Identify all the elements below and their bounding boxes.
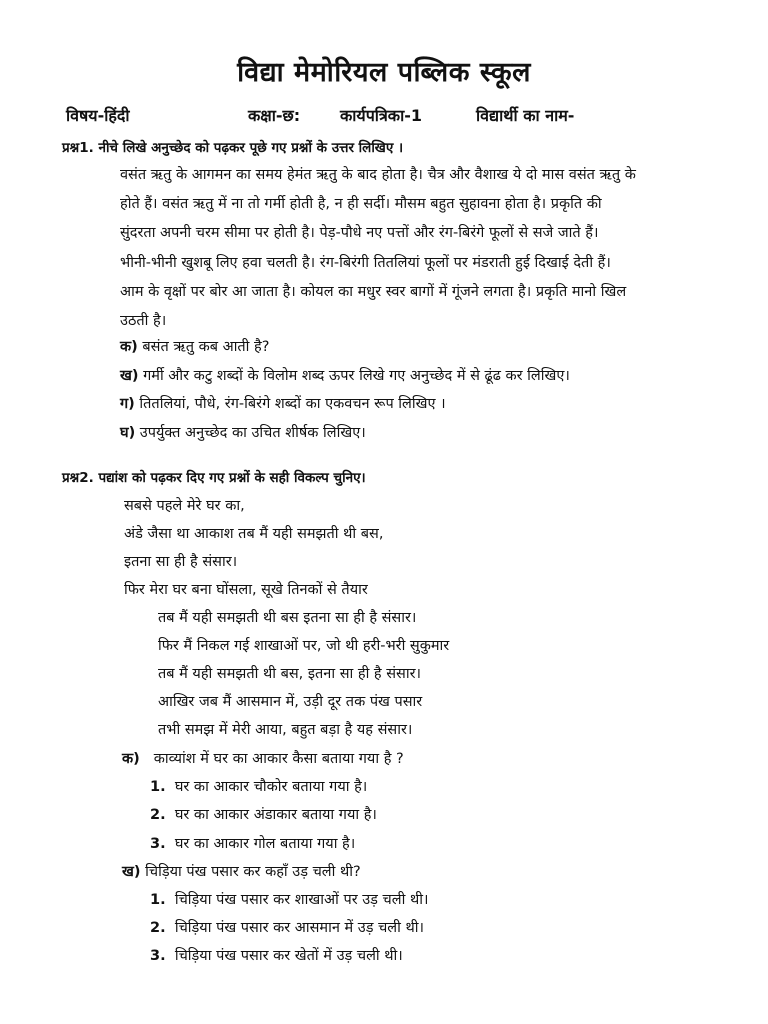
subject-label: विषय-हिंदी	[66, 106, 130, 125]
option-text: घर का आकार चौकोर बताया गया है।	[174, 779, 368, 795]
poem-line: इतना सा ही है संसार।	[124, 554, 238, 570]
q1-question-d	[120, 422, 366, 442]
class-label: कक्षा-छ:	[248, 106, 301, 125]
question-text: काव्यांश में घर का आकार कैसा बताया गया है ?	[153, 751, 404, 767]
option-text: चिड़िया पंख पसार कर शाखाओं पर उड़ चली थी।	[174, 892, 429, 908]
option-number: 3.	[150, 836, 166, 852]
q1-heading: प्रश्न1. नीचे लिखे अनुच्छेद को पढ़कर पूछे गए प्रश्नों के उत्तर लिखिए ।	[62, 140, 404, 156]
q2-b-option-3[interactable]	[150, 945, 403, 965]
poem-line: तब मैं यही समझती थी बस इतना सा ही है संसार।	[158, 610, 417, 626]
q1-question-b	[120, 365, 570, 385]
poem-line: फिर मेरा घर बना घोंसला, सूखे तिनकों से तैयार	[124, 582, 368, 598]
option-text: घर का आकार अंडाकार बताया गया है।	[174, 807, 377, 823]
student-name-label: विद्यार्थी का नाम-	[476, 106, 575, 125]
q2-b-option-1[interactable]	[150, 889, 428, 909]
q1-question-a	[120, 336, 269, 356]
question-label: क)	[122, 751, 140, 767]
q2-question-b	[122, 861, 361, 881]
option-text: चिड़िया पंख पसार कर आसमान में उड़ चली थी।	[174, 920, 425, 936]
passage-line: वसंत ऋतु के आगमन का समय हेमंत ऋतु के बाद होता है। चैत्र और वैशाख ये दो मास वसंत ऋतु के	[120, 167, 636, 183]
q2-a-option-3[interactable]	[150, 833, 355, 853]
q2-a-option-2[interactable]	[150, 804, 377, 824]
question-text: तितलियां, पौधे, रंग-बिरंगे शब्दों का एकवचन रूप लिखिए ।	[134, 396, 446, 412]
question-label: ग)	[120, 396, 135, 412]
poem-line: सबसे पहले मेरे घर का,	[124, 498, 245, 514]
question-label: ख)	[120, 368, 139, 384]
poem-line: आखिर जब मैं आसमान में, उड़ी दूर तक पंख पसार	[158, 694, 423, 710]
option-number: 2.	[150, 807, 166, 823]
passage-line: भीनी-भीनी खुशबू लिए हवा चलती है। रंग-बिरंगी तितलियां फूलों पर मंडराती हुई दिखाई देती हैं।	[120, 254, 611, 271]
q1-passage	[120, 161, 730, 336]
passage-line: होते हैं। वसंत ऋतु में ना तो गर्मी होती है, न ही सर्दी। मौसम बहुत सुहावना होता है। प्रकृति की	[120, 196, 602, 213]
poem-line: फिर मैं निकल गई शाखाओं पर, जो थी हरी-भरी सुकुमार	[158, 638, 450, 654]
q2-a-option-1[interactable]	[150, 776, 367, 796]
question-label: क)	[120, 339, 138, 355]
q1-question-c	[120, 393, 446, 413]
option-number: 1.	[150, 892, 166, 908]
question-text: बसंत ऋतु कब आती है?	[137, 339, 270, 355]
option-text: घर का आकार गोल बताया गया है।	[174, 836, 356, 852]
poem-line: तब मैं यही समझती थी बस, इतना सा ही है संसार।	[158, 666, 422, 682]
question-text: गर्मी और कटु शब्दों के विलोम शब्द ऊपर लिखे गए अनुच्छेद में से ढूंढ कर लिखिए।	[138, 368, 570, 384]
q2-b-option-2[interactable]	[150, 917, 424, 937]
school-title: विद्या मेमोरियल पब्लिक स्कूल	[237, 57, 531, 88]
poem-line: अंडे जैसा था आकाश तब मैं यही समझती थी बस,	[124, 526, 384, 542]
passage-line: आम के वृक्षों पर बोर आ जाता है। कोयल का मधुर स्वर बागों में गूंजने लगता है। प्रकृति मानो खिल	[120, 283, 627, 300]
q2-heading: प्रश्न2. पद्यांश को पढ़कर दिए गए प्रश्नों के सही विकल्प चुनिए।	[62, 470, 366, 486]
question-text: चिड़िया पंख पसार कर कहाँ उड़ चली थी?	[140, 864, 361, 880]
passage-line: उठती है।	[120, 313, 167, 330]
question-label: घ)	[120, 425, 136, 441]
question-label: ख)	[122, 864, 141, 880]
option-number: 3.	[150, 948, 166, 964]
option-number: 2.	[150, 920, 166, 936]
q2-question-a	[122, 748, 404, 768]
poem-line: तभी समझ में मेरी आया, बहुत बड़ा है यह संसार।	[158, 722, 413, 738]
question-text: उपर्युक्त अनुच्छेद का उचित शीर्षक लिखिए।	[135, 425, 366, 441]
option-number: 1.	[150, 779, 166, 795]
worksheet-label: कार्यपत्रिका-1	[340, 106, 422, 125]
option-text: चिड़िया पंख पसार कर खेतों में उड़ चली थी।	[174, 948, 403, 964]
passage-line: सुंदरता अपनी चरम सीमा पर होती है। पेड़-पौधे नए पत्तों और रंग-बिरंगे फूलों से सजे जाते हैं।	[120, 225, 599, 242]
